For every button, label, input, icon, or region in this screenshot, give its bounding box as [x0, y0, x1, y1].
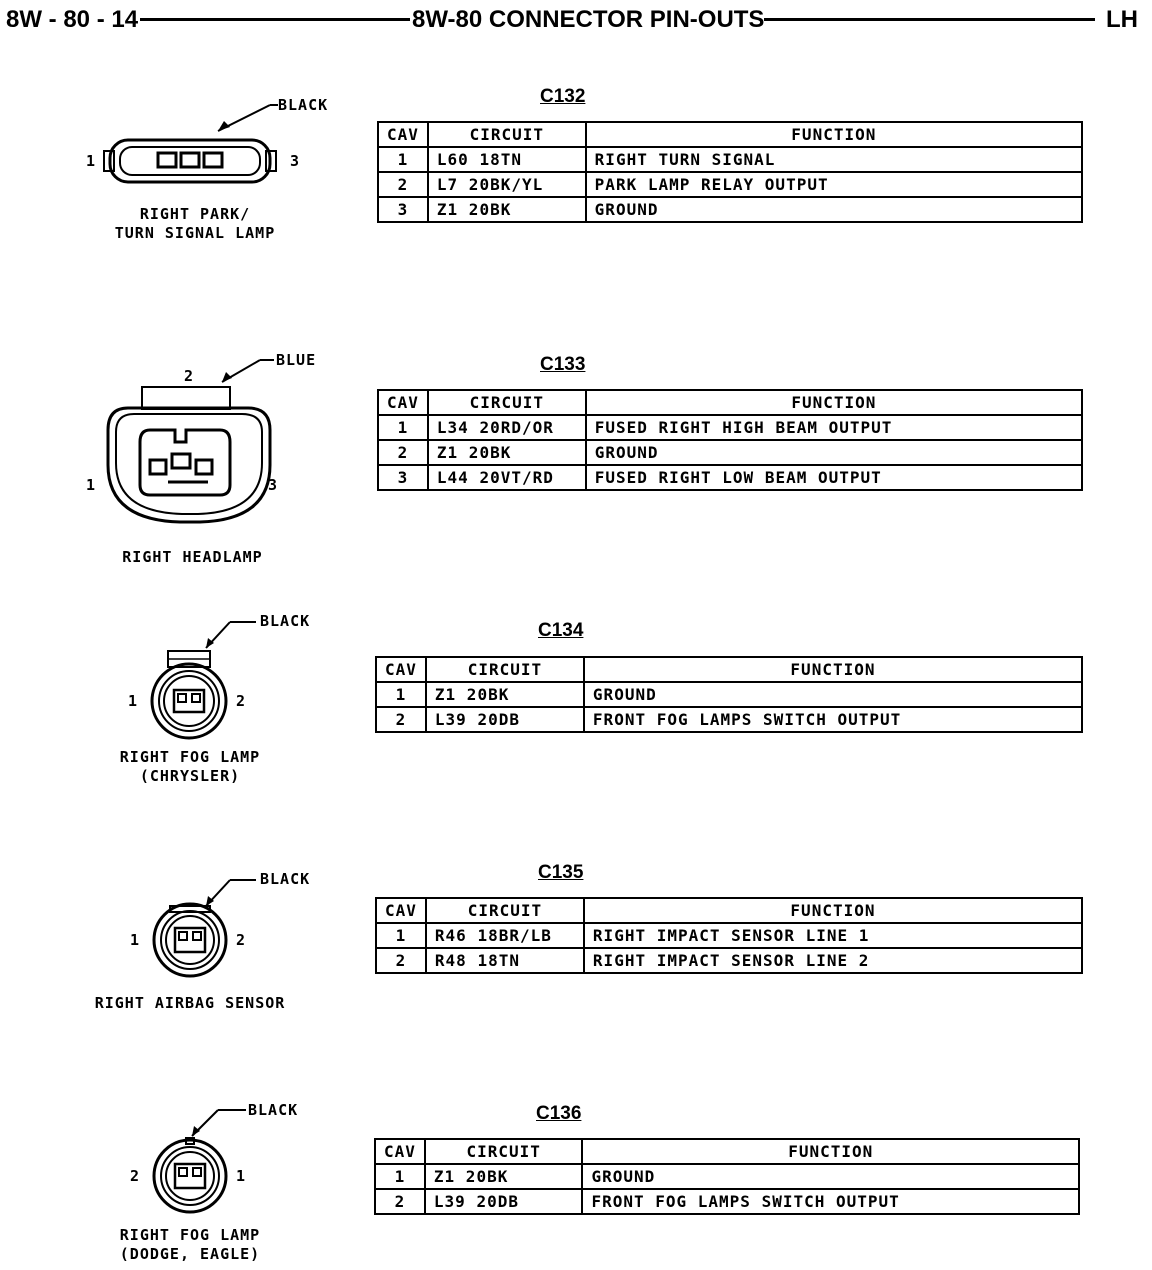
col-circuit: CIRCUIT [428, 122, 586, 147]
caption-line: RIGHT FOG LAMP [119, 1226, 261, 1244]
function-cell: RIGHT IMPACT SENSOR LINE 1 [584, 923, 1082, 948]
cav-cell: 2 [376, 707, 426, 732]
connector-c133-title: C133 [540, 354, 586, 375]
connector-c136-title: C136 [536, 1103, 582, 1124]
cav-cell: 1 [375, 1164, 425, 1189]
table-row [376, 923, 1082, 948]
circuit-cell: Z1 20BK [426, 682, 584, 707]
connector-c133-caption [80, 548, 305, 567]
function-cell: GROUND [586, 440, 1082, 465]
table-header-row [378, 390, 1082, 415]
connector-c133-color: BLUE [276, 351, 317, 369]
col-cav: CAV [376, 657, 426, 682]
col-cav: CAV [378, 122, 428, 147]
connector-c136-color: BLACK [248, 1101, 299, 1119]
function-cell: GROUND [582, 1164, 1079, 1189]
table-row [375, 1164, 1079, 1189]
circuit-cell: L39 20DB [425, 1189, 583, 1214]
connector-c132-pin-left: 1 [86, 152, 96, 170]
connector-c133-table [377, 389, 1083, 491]
table-row [378, 172, 1082, 197]
col-circuit: CIRCUIT [425, 1139, 583, 1164]
circuit-cell: L7 20BK/YL [428, 172, 586, 197]
col-cav: CAV [378, 390, 428, 415]
caption-line: RIGHT AIRBAG SENSOR [94, 994, 286, 1012]
col-function: FUNCTION [586, 390, 1082, 415]
cav-cell: 2 [376, 948, 426, 973]
connector-c135-title: C135 [538, 862, 584, 883]
connector-c134-table [375, 656, 1083, 733]
function-cell: GROUND [586, 197, 1082, 222]
col-cav: CAV [375, 1139, 425, 1164]
connector-c132-title: C132 [540, 86, 586, 107]
col-circuit: CIRCUIT [428, 390, 586, 415]
page-title: 8W-80 CONNECTOR PIN-OUTS [412, 6, 765, 33]
table-row [376, 948, 1082, 973]
table-row [378, 465, 1082, 490]
header-rule-left [140, 18, 410, 21]
circuit-cell: Z1 20BK [425, 1164, 583, 1189]
connector-c133-pin-right: 3 [268, 476, 278, 494]
connector-c133-diagram [80, 350, 380, 570]
caption-line: RIGHT HEADLAMP [122, 548, 263, 566]
cav-cell: 2 [375, 1189, 425, 1214]
cav-cell: 2 [378, 440, 428, 465]
section-code: LH [1106, 6, 1138, 33]
function-cell: FRONT FOG LAMPS SWITCH OUTPUT [582, 1189, 1079, 1214]
page-number: 8W - 80 - 14 [6, 6, 139, 33]
circuit-cell: L34 20RD/OR [428, 415, 586, 440]
cav-cell: 1 [376, 682, 426, 707]
cav-cell: 3 [378, 197, 428, 222]
col-function: FUNCTION [584, 657, 1082, 682]
table-row [376, 707, 1082, 732]
connector-c134-color: BLACK [260, 612, 311, 630]
connector-c136-caption [90, 1226, 290, 1264]
table-row [376, 682, 1082, 707]
connector-c134-pin-left: 1 [128, 692, 138, 710]
col-circuit: CIRCUIT [426, 657, 584, 682]
table-row [378, 440, 1082, 465]
function-cell: GROUND [584, 682, 1082, 707]
table-row [378, 147, 1082, 172]
connector-c135-pin-left: 1 [130, 931, 140, 949]
cav-cell: 2 [378, 172, 428, 197]
connector-c132-pin-right: 3 [290, 152, 300, 170]
caption-line: TURN SIGNAL LAMP [114, 224, 276, 242]
function-cell: FRONT FOG LAMPS SWITCH OUTPUT [584, 707, 1082, 732]
table-header-row [376, 898, 1082, 923]
connector-c134-title: C134 [538, 620, 584, 641]
caption-line: (CHRYSLER) [139, 767, 241, 785]
cav-cell: 1 [378, 415, 428, 440]
connector-c132-diagram [80, 95, 380, 255]
connector-c133-drawing [80, 350, 380, 570]
cav-cell: 3 [378, 465, 428, 490]
connector-c136-pin-left: 2 [130, 1167, 140, 1185]
col-function: FUNCTION [586, 122, 1082, 147]
connector-c132-table [377, 121, 1083, 223]
col-circuit: CIRCUIT [426, 898, 584, 923]
connector-c135-caption [80, 994, 300, 1013]
function-cell: RIGHT IMPACT SENSOR LINE 2 [584, 948, 1082, 973]
col-function: FUNCTION [584, 898, 1082, 923]
connector-c136-pin-right: 1 [236, 1167, 246, 1185]
caption-line: (DODGE, EAGLE) [119, 1245, 261, 1263]
function-cell: FUSED RIGHT LOW BEAM OUTPUT [586, 465, 1082, 490]
table-header-row [378, 122, 1082, 147]
table-header-row [375, 1139, 1079, 1164]
table-row [378, 197, 1082, 222]
circuit-cell: R48 18TN [426, 948, 584, 973]
connector-c134-pin-right: 2 [236, 692, 246, 710]
caption-line: RIGHT FOG LAMP [119, 748, 261, 766]
circuit-cell: L60 18TN [428, 147, 586, 172]
caption-line: RIGHT PARK/ [139, 205, 251, 223]
page-header [0, 4, 1152, 34]
cav-cell: 1 [378, 147, 428, 172]
connector-c135-color: BLACK [260, 870, 311, 888]
connector-c133-pin-left: 1 [86, 476, 96, 494]
connector-c135-pin-right: 2 [236, 931, 246, 949]
col-cav: CAV [376, 898, 426, 923]
function-cell: RIGHT TURN SIGNAL [586, 147, 1082, 172]
connector-c136-table [374, 1138, 1080, 1215]
connector-c135-table [375, 897, 1083, 974]
connector-c133-pin-top: 2 [184, 367, 194, 385]
connector-c134-diagram [110, 610, 370, 800]
circuit-cell: L44 20VT/RD [428, 465, 586, 490]
header-rule-right [745, 18, 1095, 21]
table-row [378, 415, 1082, 440]
function-cell: PARK LAMP RELAY OUTPUT [586, 172, 1082, 197]
connector-c134-caption [90, 748, 290, 786]
connector-c132-color: BLACK [278, 96, 329, 114]
col-function: FUNCTION [582, 1139, 1079, 1164]
function-cell: FUSED RIGHT HIGH BEAM OUTPUT [586, 415, 1082, 440]
table-header-row [376, 657, 1082, 682]
circuit-cell: R46 18BR/LB [426, 923, 584, 948]
circuit-cell: L39 20DB [426, 707, 584, 732]
table-row [375, 1189, 1079, 1214]
circuit-cell: Z1 20BK [428, 197, 586, 222]
connector-c136-diagram [110, 1100, 370, 1268]
cav-cell: 1 [376, 923, 426, 948]
connector-c135-diagram [94, 868, 370, 1028]
circuit-cell: Z1 20BK [428, 440, 586, 465]
connector-c132-caption [90, 205, 300, 243]
